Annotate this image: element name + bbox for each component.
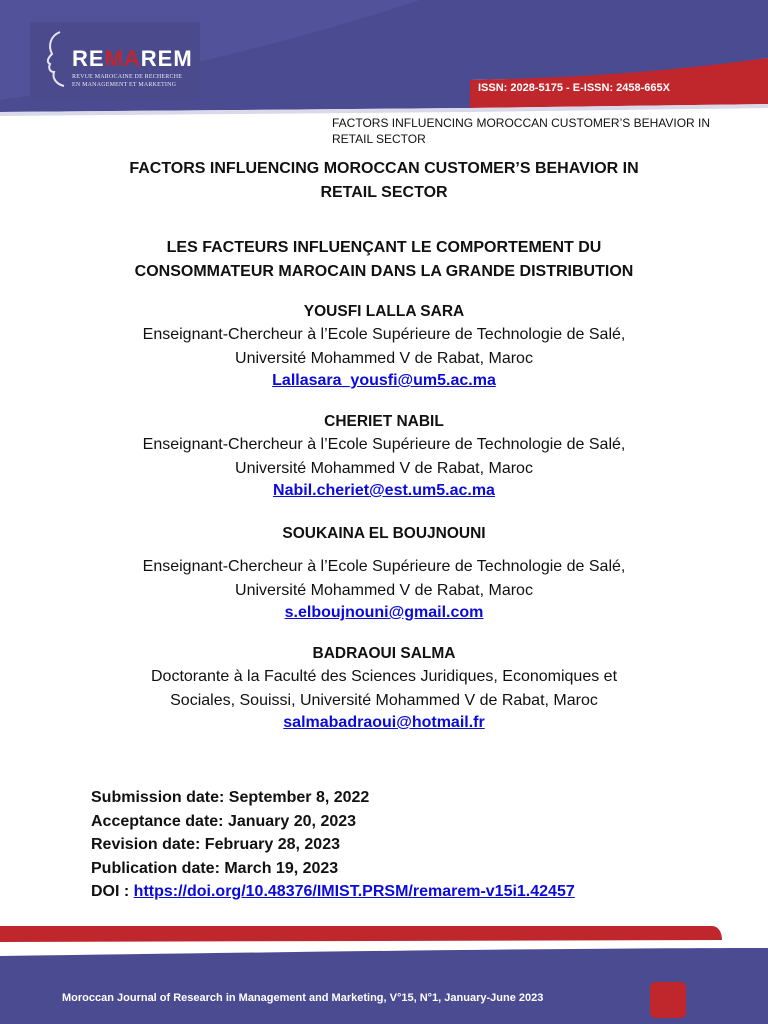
title-french: LES FACTEURS INFLUENÇANT LE COMPORTEMENT DU CONSOMMATEUR MAROCAIN DANS LA GRANDE DISTRIBUTION <box>134 239 634 280</box>
author-block <box>60 525 708 622</box>
author-name: YOUSFI LALLA SARA <box>303 303 465 320</box>
author-name: SOUKAINA EL BOUJNOUNI <box>282 525 486 542</box>
author-name: BADRAOUI SALMA <box>312 645 456 662</box>
author-email-link[interactable]: s.elboujnouni@gmail.com <box>284 604 484 621</box>
author-email-link[interactable]: Lallasara_yousfi@um5.ac.ma <box>272 372 496 389</box>
running-head: FACTORS INFLUENCING MOROCCAN CUSTOMER’S BEHAVIOR IN RETAIL SECTOR <box>332 116 711 146</box>
author-name: CHERIET NABIL <box>324 413 444 430</box>
logo-title: REMAREM <box>72 46 193 71</box>
profile-head-icon <box>34 26 74 96</box>
footer-journal-line: Moroccan Journal of Research in Management and Marketing, V°15, N°1, January-June 2023 <box>62 992 544 1004</box>
author-affiliation: Enseignant-Chercheur à l’Ecole Supérieure de Technologie de Salé, Université Mohammed V de Rabat, Maroc <box>142 436 626 477</box>
issn-label: ISSN: 2028-5175 - E-ISSN: 2458-665X <box>478 82 670 94</box>
author-block <box>60 645 708 732</box>
article-dates <box>91 786 575 904</box>
logo-subtitle: REVUE MAROCAINE DE RECHERCHE <box>72 74 183 80</box>
footer-page-badge <box>650 982 686 1018</box>
doi-label: DOI : <box>91 883 134 900</box>
publication-date: Publication date: March 19, 2023 <box>91 859 339 877</box>
author-email-link[interactable]: salmabadraoui@hotmail.fr <box>283 714 485 731</box>
author-email-link[interactable]: Nabil.cheriet@est.um5.ac.ma <box>273 482 495 499</box>
doi-link[interactable]: https://doi.org/10.48376/IMIST.PRSM/remarem-v15i1.42457 <box>133 883 575 900</box>
revision-date: Revision date: February 28, 2023 <box>91 836 340 853</box>
title-english: FACTORS INFLUENCING MOROCCAN CUSTOMER’S BEHAVIOR IN RETAIL SECTOR <box>129 160 639 201</box>
author-affiliation: Doctorante à la Faculté des Sciences Juridiques, Economiques et Sociales, Souissi, Université Mohammed V de Rabat, Maroc <box>150 668 618 709</box>
doi-line <box>91 880 575 904</box>
author-affiliation: Enseignant-Chercheur à l’Ecole Supérieure de Technologie de Salé, Université Mohammed V de Rabat, Maroc <box>142 326 626 367</box>
author-block <box>60 303 708 390</box>
acceptance-date: Acceptance date: January 20, 2023 <box>91 812 357 830</box>
author-affiliation: Enseignant-Chercheur à l’Ecole Supérieure de Technologie de Salé, Université Mohammed V de Rabat, Maroc <box>142 558 626 599</box>
author-block <box>60 413 708 500</box>
submission-date: Submission date: September 8, 2022 <box>91 789 370 806</box>
logo-subtitle: EN MANAGEMENT ET MARKETING <box>72 82 177 88</box>
